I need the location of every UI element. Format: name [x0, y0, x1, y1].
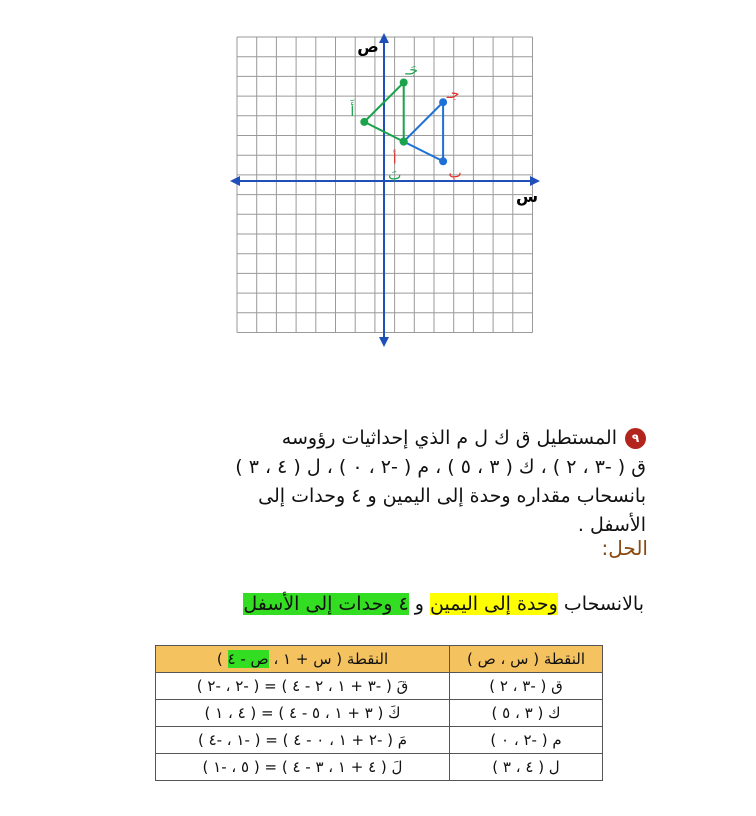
translation-table	[155, 645, 603, 781]
table-header-row	[156, 646, 603, 673]
table-row	[156, 700, 603, 727]
table-row	[156, 754, 603, 781]
point-cell: ل ( ٤ ، ٣ )	[450, 754, 603, 781]
x-axis-arrow-right	[530, 176, 540, 186]
problem-number-badge: ٩	[625, 428, 646, 449]
original-vertex-label: جـ	[446, 86, 460, 103]
problem-line-4: الأسفل .	[577, 514, 646, 536]
solution-prefix: بالانسحاب	[563, 593, 644, 615]
image-cell: لَ ( ٤ + ١ ، ٣ - ٤ ) = ( ٥ ، -١ )	[156, 754, 450, 781]
original-vertex	[439, 157, 447, 165]
header-image: النقطة ( س + ١ ، ص - ٤ )	[156, 646, 450, 673]
image-vertex	[360, 118, 368, 126]
point-cell: م ( -٢ ، ٠ )	[450, 727, 603, 754]
header-point: النقطة ( س ، ص )	[450, 646, 603, 673]
problem-statement	[150, 424, 646, 540]
original-triangle	[404, 102, 443, 161]
table-row	[156, 727, 603, 754]
y-axis-arrow-up	[379, 33, 389, 43]
problem-line-2: ق ( -٣ ، ٢ ) ، ك ( ٣ ، ٥ ) ، م ( -٢ ، ٠ ) ، ل ( ٤ ، ٣ )	[235, 456, 646, 478]
image-vertex-label: بَ	[388, 167, 402, 184]
original-vertex-label: أ	[392, 151, 397, 168]
image-vertex-label: أَ	[350, 103, 355, 120]
solution-statement	[243, 590, 644, 618]
problem-line-1: ٩المستطيل ق ك ل م الذي إحداثيات رؤوسه	[150, 424, 646, 453]
triangles	[350, 63, 462, 184]
image-cell: قَ ( -٣ + ١ ، ٢ - ٤ ) = ( -٢ ، -٢ )	[156, 673, 450, 700]
point-cell: ق ( -٣ ، ٢ )	[450, 673, 603, 700]
y-axis-label: ص	[357, 37, 379, 56]
solution-and: و	[414, 593, 424, 615]
table-row	[156, 673, 603, 700]
header-image-green: ص - ٤	[227, 650, 269, 668]
image-cell: كَ ( ٣ + ١ ، ٥ - ٤ ) = ( ٤ ، ١ )	[156, 700, 450, 727]
x-axis-label: س	[515, 187, 539, 206]
coordinate-grid	[0, 0, 756, 400]
solution-label: الحل:	[601, 536, 648, 560]
image-vertex-label: جَـ	[405, 62, 419, 79]
point-cell: ك ( ٣ ، ٥ )	[450, 700, 603, 727]
x-axis-arrow-left	[230, 176, 240, 186]
y-axis-arrow-down	[379, 337, 389, 347]
problem-line-3: بانسحاب مقداره وحدة إلى اليمين و ٤ وحدات إلى	[258, 485, 646, 507]
solution-down-highlight: ٤ وحدات إلى الأسفل	[243, 593, 409, 615]
image-cell: مَ ( -٢ + ١ ، ٠ - ٤ ) = ( -١ ، -٤ )	[156, 727, 450, 754]
solution-right-highlight: وحدة إلى اليمين	[430, 593, 558, 615]
image-vertex	[400, 138, 408, 146]
image-vertex	[400, 79, 408, 87]
original-vertex-label: ب	[448, 165, 462, 182]
